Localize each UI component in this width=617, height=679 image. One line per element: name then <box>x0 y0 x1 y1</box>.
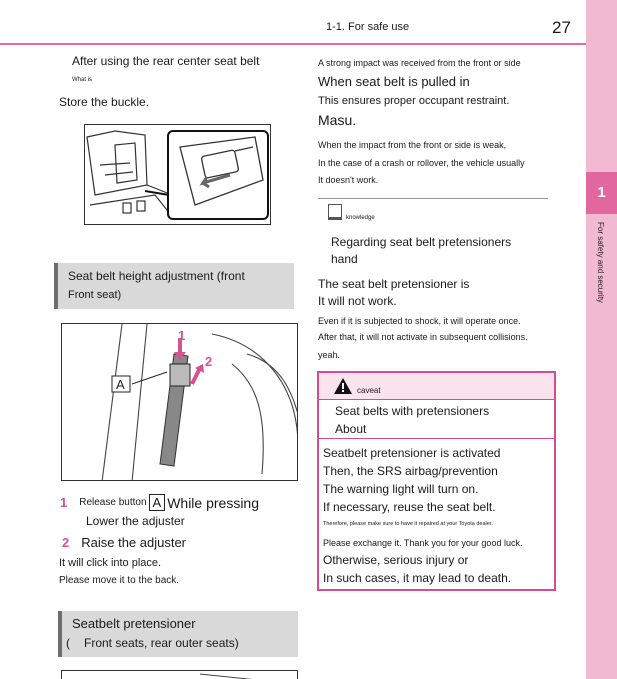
step-1-letter: A <box>149 494 166 511</box>
height-adjuster-illustration <box>62 324 298 481</box>
move-to-back: Please move it to the back. <box>59 575 180 586</box>
caveat-line: The warning light will turn on. <box>323 482 479 496</box>
masu-text: Masu. <box>318 112 357 128</box>
step-2-number: 2 <box>62 535 70 550</box>
knowledge-title-2: hand <box>331 252 358 266</box>
pretensioner-paren: ( <box>66 636 70 650</box>
pretensioner-title: Seatbelt pretensioner <box>72 616 196 631</box>
caveat-title-1: Seat belts with pretensioners <box>335 404 490 418</box>
knowledge-title-1: Regarding seat belt pretensioners <box>331 235 512 249</box>
step-1-line1: While pressing <box>167 494 260 511</box>
height-adjuster-figure <box>61 323 298 481</box>
even-if-text: Even if it is subjected to shock, it will operate once. <box>318 316 521 326</box>
step-2-text: Raise the adjuster <box>81 535 187 550</box>
when-pulled-text: When seat belt is pulled in <box>318 74 470 89</box>
book-icon <box>328 204 342 220</box>
figure-num-1: 1 <box>178 328 186 343</box>
height-box-title: Seat belt height adjustment (front <box>68 269 245 283</box>
pretensioner-subtitle: Front seats, rear outer seats) <box>84 636 239 650</box>
caveat-label: caveat <box>357 386 381 395</box>
pretensioner-figure <box>61 670 298 679</box>
not-work-text: It will not work. <box>318 294 397 308</box>
knowledge-label: knowledge <box>346 215 375 221</box>
chapter-tab[interactable]: 1 <box>586 172 617 214</box>
ensures-text: This ensures proper occupant restraint. <box>318 95 510 107</box>
impact-weak-text: When the impact from the front or side is weak, <box>318 140 507 150</box>
crash-rollover-text: In the case of a crash or rollover, the vehicle usually <box>318 158 525 168</box>
yeah-text: yeah. <box>318 350 341 360</box>
buckle-storage-illustration <box>85 125 271 225</box>
caveat-exchange: Please exchange it. Thank you for your good luck. <box>323 538 523 548</box>
section-title: 1-1. For safe use <box>326 21 410 33</box>
store-buckle-text: Store the buckle. <box>59 95 150 109</box>
figure-num-2: 2 <box>205 354 213 369</box>
step-1-line2: Lower the adjuster <box>86 514 185 528</box>
caveat-otherwise: Otherwise, serious injury or <box>323 553 469 567</box>
caveat-death: In such cases, it may lead to death. <box>323 571 512 585</box>
step-2 <box>62 535 186 550</box>
caveat-line: Seatbelt pretensioner is activated <box>323 446 501 460</box>
caveat-header <box>319 373 554 400</box>
strong-impact-text: A strong impact was received from the front or side <box>318 58 521 68</box>
step-1-prefix: Release button <box>79 497 147 508</box>
buckle-storage-figure <box>84 124 271 225</box>
height-box-subtitle: Front seat) <box>68 289 122 301</box>
pretensioner-illustration <box>62 672 298 679</box>
warning-icon <box>333 377 353 400</box>
page-number: 27 <box>552 18 571 37</box>
caveat-title-2: About <box>335 422 367 436</box>
click-into-place: It will click into place. <box>59 557 162 569</box>
chapter-sidebar <box>586 0 617 679</box>
what-is-note: What is <box>72 77 93 83</box>
caveat-fine-print: Therefore, please make sure to have it repaired at your Toyota dealer. <box>323 521 493 527</box>
step-1 <box>60 494 259 511</box>
step-1-number: 1 <box>60 495 68 510</box>
figure-label-a: A <box>116 377 125 392</box>
chapter-label: For safety and security <box>596 222 605 303</box>
caveat-divider <box>319 438 554 439</box>
caveat-line: If necessary, reuse the seat belt. <box>323 500 496 514</box>
caveat-line: Then, the SRS airbag/prevention <box>323 464 498 478</box>
doesnt-work-text: It doesn't work. <box>318 175 379 185</box>
after-that-text: After that, it will not activate in subsequent collisions. <box>318 332 528 342</box>
rear-belt-heading: After using the rear center seat belt <box>72 54 260 68</box>
header-rule <box>0 43 586 45</box>
pretensioner-is-text: The seat belt pretensioner is <box>318 277 470 291</box>
